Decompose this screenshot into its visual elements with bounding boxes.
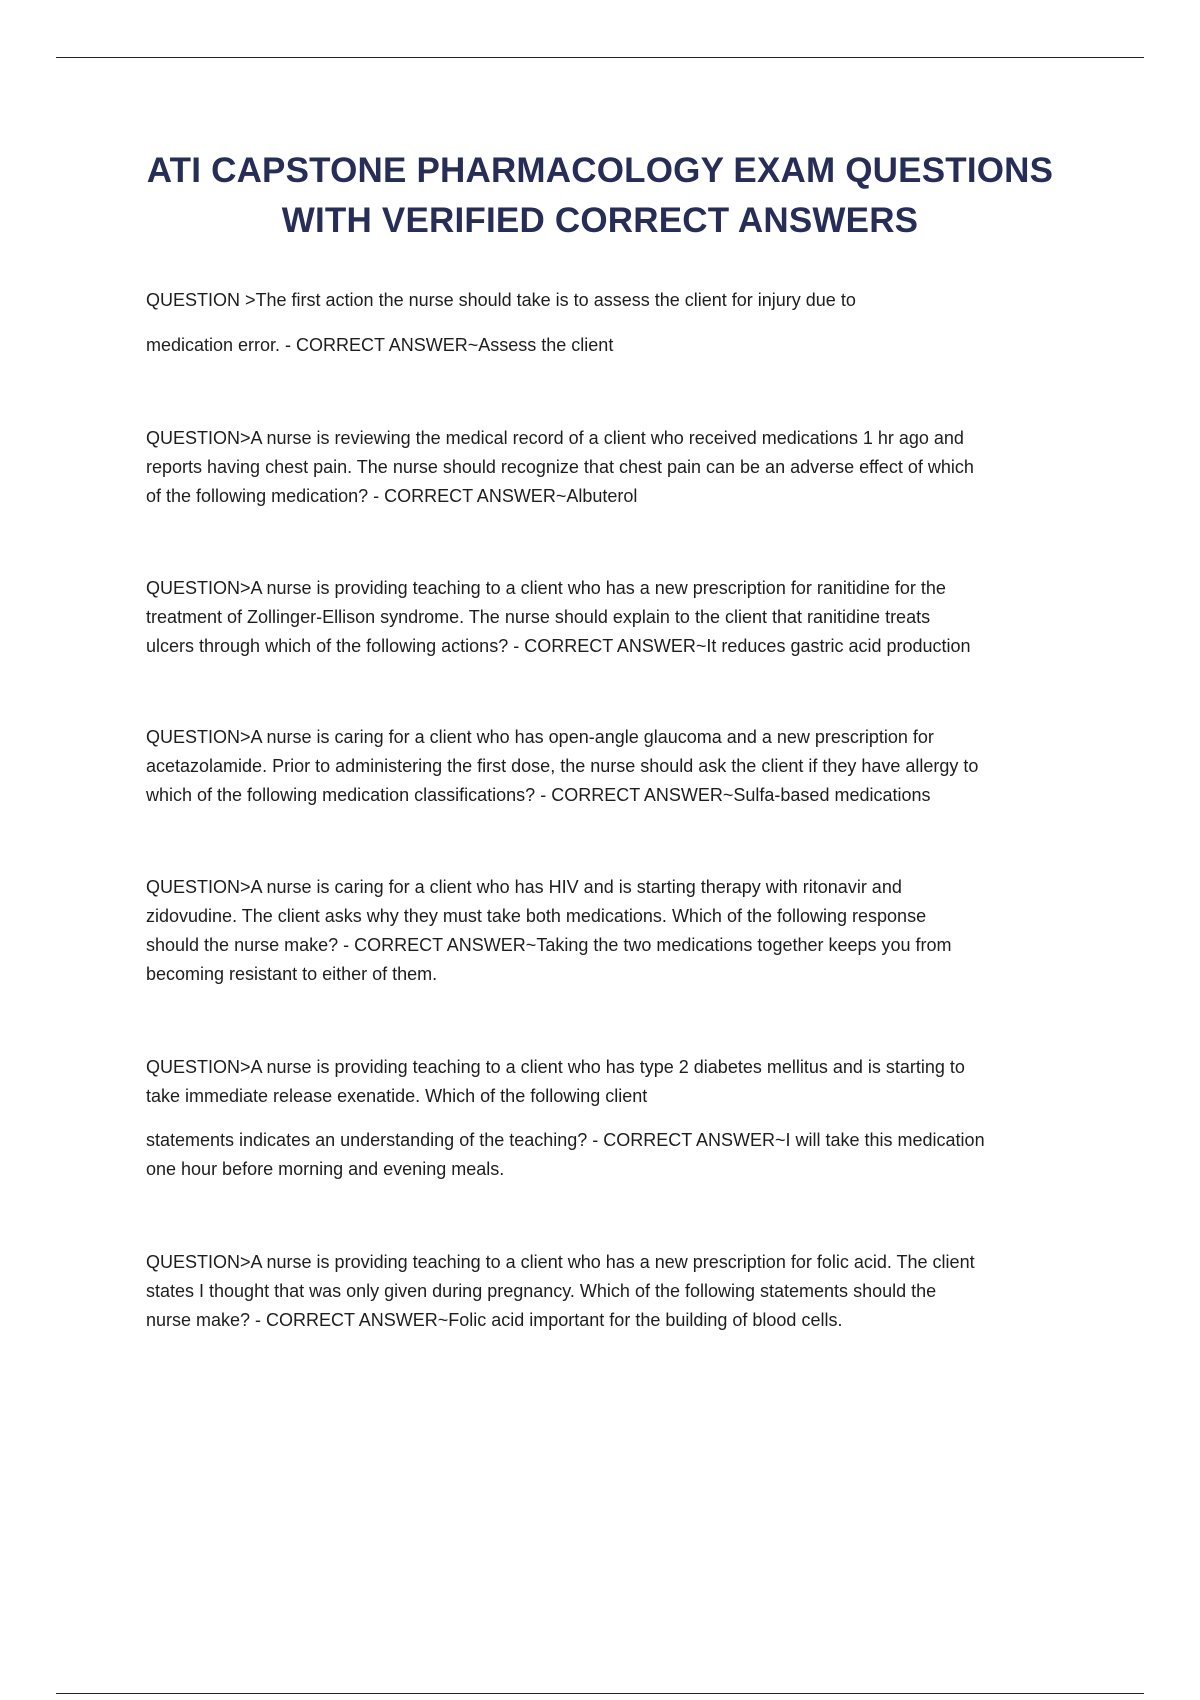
question-line: becoming resistant to either of them. <box>146 964 438 984</box>
question-item <box>146 873 1106 989</box>
title-line-1: ATI CAPSTONE PHARMACOLOGY EXAM QUESTIONS <box>146 151 1054 190</box>
question-line: of the following medication? - CORRECT ANSWER~Albuterol <box>146 486 638 506</box>
question-line: QUESTION>A nurse is caring for a client who has open-angle glaucoma and a new prescription for <box>146 727 934 747</box>
question-line: QUESTION>A nurse is providing teaching to a client who has a new prescription for folic acid. The client <box>146 1252 975 1272</box>
question-line: medication error. - CORRECT ANSWER~Assess the client <box>146 335 614 355</box>
question-line: statements indicates an understanding of the teaching? - CORRECT ANSWER~I will take this medication <box>146 1130 985 1150</box>
question-line: take immediate release exenatide. Which of the following client <box>146 1086 648 1106</box>
title-line-2: WITH VERIFIED CORRECT ANSWERS <box>281 201 919 240</box>
footer-rule <box>56 1693 1144 1694</box>
question-item <box>146 723 1106 810</box>
question-line: treatment of Zollinger-Ellison syndrome. The nurse should explain to the client that ranitidine treats <box>146 607 931 627</box>
question-line: states I thought that was only given during pregnancy. Which of the following statements should the <box>146 1281 937 1301</box>
question-line: acetazolamide. Prior to administering the first dose, the nurse should ask the client if they have allergy to <box>146 756 979 776</box>
question-line: QUESTION>A nurse is caring for a client who has HIV and is starting therapy with ritonavir and <box>146 877 902 897</box>
question-item <box>146 424 1106 511</box>
header-rule <box>56 57 1144 58</box>
question-line: zidovudine. The client asks why they must take both medications. Which of the following response <box>146 906 927 926</box>
question-line: which of the following medication classifications? - CORRECT ANSWER~Sulfa-based medications <box>146 785 931 805</box>
question-item <box>146 1248 1106 1335</box>
question-line: QUESTION>A nurse is providing teaching to a client who has a new prescription for ranitidine for the <box>146 578 946 598</box>
question-item <box>146 574 1106 661</box>
question-line: one hour before morning and evening meals. <box>146 1159 505 1179</box>
question-line: should the nurse make? - CORRECT ANSWER~Taking the two medications together keeps you from <box>146 935 952 955</box>
question-line: QUESTION>A nurse is reviewing the medical record of a client who received medications 1 hr ago and <box>146 428 964 448</box>
document-title <box>100 146 1100 246</box>
question-line: nurse make? - CORRECT ANSWER~Folic acid important for the building of blood cells. <box>146 1310 843 1330</box>
question-line: QUESTION >The first action the nurse should take is to assess the client for injury due to <box>146 290 856 310</box>
question-line: reports having chest pain. The nurse should recognize that chest pain can be an adverse effect of which <box>146 457 974 477</box>
question-item <box>146 1053 1106 1184</box>
question-line: ulcers through which of the following actions? - CORRECT ANSWER~It reduces gastric acid production <box>146 636 971 656</box>
question-line: QUESTION>A nurse is providing teaching to a client who has type 2 diabetes mellitus and is starting to <box>146 1057 965 1077</box>
